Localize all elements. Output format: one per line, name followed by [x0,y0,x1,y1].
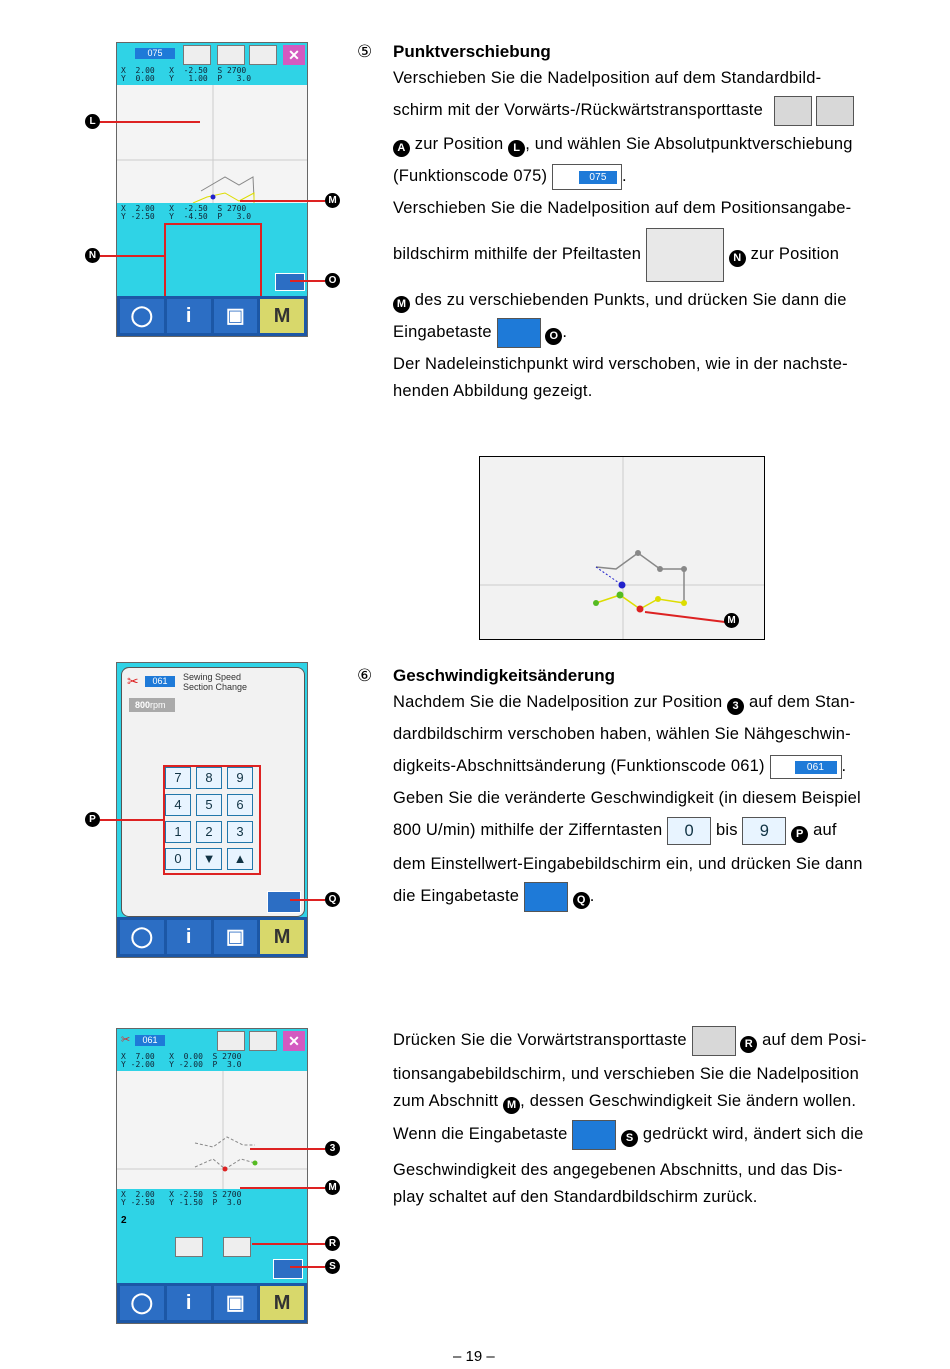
pattern-view [117,85,308,203]
feed-end-icon[interactable] [249,1031,277,1051]
key-o-marker: O [545,328,562,345]
bottom-bar [117,296,307,336]
forward-feed-button[interactable] [223,1237,251,1257]
callout-m: M [724,613,739,628]
comm-icon: ▣ [214,299,258,333]
numpad-key[interactable]: ▼ [196,848,222,870]
text-line: Geben Sie die veränderte Geschwindigkeit (in diesem Beispiel [393,789,861,807]
key-s-marker: S [621,1130,638,1147]
pattern-view [117,1071,308,1189]
step6-title: Geschwindigkeitsänderung [393,666,615,685]
mode-icon: M [260,299,304,333]
callout-s: S [325,1259,340,1274]
key-a-marker: A [393,140,410,157]
callout-n: N [85,248,100,263]
step-number-5: ⑤ [357,42,373,61]
key-0-icon: 0 [667,817,711,845]
text-line: dem Einstellwert-Eingabebildschirm ein, und drücken Sie dann [393,855,863,873]
step7-text: Drücken Sie die Vorwärtstransporttaste R auf dem Posi- tionsangabebildschirm, und verschieben Sie die Nadelposition zum Abschnitt M , dessen Geschwindigkeit Sie ändern wollen. Wenn die Eingabetaste S gedrückt wird, ändert sich die Geschwindigkeit des angegebenen Abschnitts, und das Dis- play schaltet auf den Standardbildschirm zurück. [393,1024,888,1208]
text-line: Verschieben Sie die Nadelposition auf dem Positionsangabe- [393,199,852,217]
callout-q: Q [325,892,340,907]
back-feed-button[interactable] [175,1237,203,1257]
key-l-marker: L [508,140,525,157]
forward-feed-icon [692,1026,736,1056]
info-icon: i [167,920,211,954]
screen-speed-input [116,662,308,958]
function-code-display: 075 [135,48,175,59]
text-line: Verschieben Sie die Nadelposition auf dem Standardbild- [393,69,822,87]
text-line: henden Abbildung gezeigt. [393,382,593,400]
callout-p: P [85,812,100,827]
key-p-marker: P [791,826,808,843]
coords-top: X 7.00 X 0.00 S 2700 Y -2.00 Y -2.00 P 3.0 [121,1052,242,1069]
key-m-marker: M [503,1097,520,1114]
value-display: 800rpm [129,698,175,712]
feed-end-icon[interactable] [249,45,277,65]
numpad-key[interactable]: 3 [227,821,253,843]
page-number: – 19 – [453,1348,495,1365]
key-n-marker: N [729,250,746,267]
key-3-marker: 3 [727,698,744,715]
numpad-key[interactable]: 4 [165,794,191,816]
enter-key-icon [572,1120,616,1150]
enter-key-icon [524,882,568,912]
speed-icon: ✂ [127,673,139,689]
coords-bottom: X 2.00 X -2.50 S 2700 Y -2.50 Y -4.50 P 3.0 [121,204,252,221]
step5-title: Punktverschiebung [393,42,551,61]
sew-icon: ◯ [120,1286,164,1320]
function-code-display: 061 [135,1035,165,1046]
code-075-icon: 075 [552,164,622,190]
numpad-key[interactable]: 7 [165,767,191,789]
enter-button[interactable] [273,1259,303,1279]
key-r-marker: R [740,1036,757,1053]
step-number-6: ⑥ [357,666,373,685]
bottom-bar [117,1283,307,1323]
key-m-marker: M [393,296,410,313]
bottom-bar [117,917,307,957]
step5-text: Verschieben Sie die Nadelposition auf dem Standardbild- schirm mit der Vorwärts-/Rückwärtstransporttaste A zur Position L , und wählen Sie Absolutpunktverschiebung (Funktionscode 075) 075 . Verschieben Sie die Nadelposition auf dem Positionsangabe- bildschirm mithilfe der Pfeiltasten N zur Position M des zu verschiebenden Punkts, und drücken Sie dann die Eingabetaste O . Der Nadeleinstichpunkt wird verschoben, wie in der nachste- henden Abbildung gezeigt. [393,62,888,402]
coords-bottom: X 2.00 X -2.50 S 2700 Y -2.50 Y -1.50 P 3.0 [121,1190,242,1207]
backward-feed-icon [816,96,854,126]
comm-icon: ▣ [214,1286,258,1320]
comm-icon: ▣ [214,920,258,954]
key-9-icon: 9 [742,817,786,845]
close-icon[interactable]: ✕ [283,45,305,65]
count-display: 2 [121,1215,127,1226]
text-line: play schaltet auf den Standardbildschirm zurück. [393,1188,758,1206]
callout-r: R [325,1236,340,1251]
numpad-key[interactable]: 6 [227,794,253,816]
numpad-key[interactable]: 1 [165,821,191,843]
point-tool-icon[interactable] [183,45,211,65]
numpad-key[interactable]: 5 [196,794,222,816]
info-icon: i [167,299,211,333]
key-q-marker: Q [573,892,590,909]
step6-text: Nachdem Sie die Nadelposition zur Position 3 auf dem Stan- dardbildschirm verschoben haben, wählen Sie Nähgeschwin- digkeits-Abschnittsänderung (Funktionscode 061) 061 . Geben Sie die veränderte Geschwindigkeit (in diesem Beispiel 800 U/min) mithilfe der Zifferntasten 0 bis 9 P auf dem Einstellwert-Eingabebildschirm ein, und drücken Sie dann die Eingabetaste Q . [393,686,888,914]
enter-button[interactable] [275,273,305,291]
enter-key-icon [497,318,541,348]
arrow-keys-icon [646,228,724,282]
forward-feed-icon [774,96,812,126]
feed-back-icon[interactable] [217,45,245,65]
coords-top: X 2.00 X -2.50 S 2700 Y 0.00 Y 1.00 P 3.0 [121,66,252,83]
text-line: dardbildschirm verschoben haben, wählen Sie Nähgeschwin- [393,725,851,743]
speed-icon: ✂ [121,1034,131,1046]
numpad-key[interactable]: 9 [227,767,253,789]
screen-position-specify [116,42,308,337]
code-061-icon: 061 [770,755,842,779]
numpad-key[interactable]: ▲ [227,848,253,870]
text-line: tionsangabebildschirm, und verschieben Sie die Nadelposition [393,1065,860,1083]
sew-icon: ◯ [120,920,164,954]
numpad-key[interactable]: 0 [165,848,191,870]
text-line: Geschwindigkeit des angegebenen Abschnitts, und das Dis- [393,1161,843,1179]
numpad-key[interactable]: 2 [196,821,222,843]
numpad-key[interactable]: 8 [196,767,222,789]
mode-icon: M [260,1286,304,1320]
result-figure [479,456,765,640]
enter-button[interactable] [267,891,301,913]
function-code-display: 061 [145,676,175,687]
dialog-title: Sewing Speed Section Change [183,672,248,692]
callout-o: O [325,273,340,288]
callout-m: M [325,1180,340,1195]
info-icon: i [167,1286,211,1320]
callout-3: 3 [325,1141,340,1156]
close-icon[interactable]: ✕ [283,1031,305,1051]
callout-m: M [325,193,340,208]
feed-back-icon[interactable] [217,1031,245,1051]
arrow-keypad[interactable] [164,223,262,299]
sew-icon: ◯ [120,299,164,333]
screen-section-select [116,1028,308,1324]
callout-l: L [85,114,100,129]
mode-icon: M [260,920,304,954]
text-line: Der Nadeleinstichpunkt wird verschoben, wie in der nachste- [393,355,848,373]
